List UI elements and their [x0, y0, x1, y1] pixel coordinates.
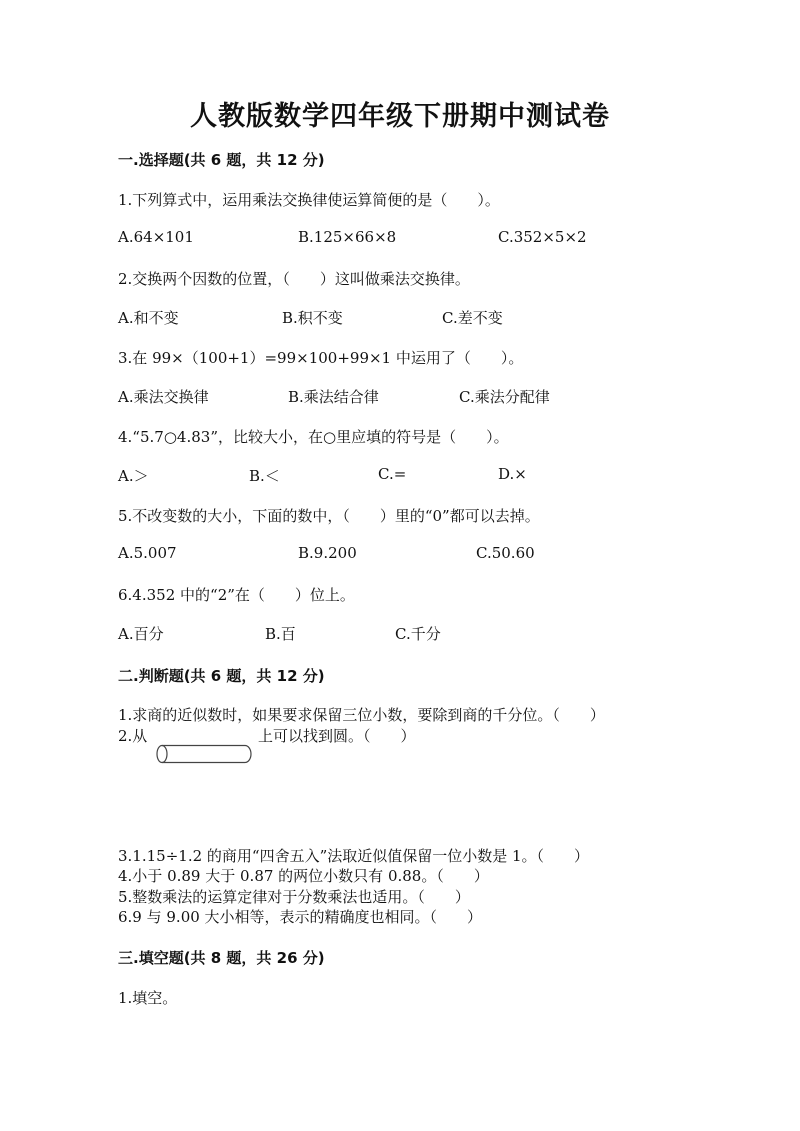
option-1-6-c: C.千分	[395, 625, 441, 643]
option-1-1-c: C.352×5×2	[498, 228, 587, 246]
question-2-1: 1.求商的近似数时，如果要求保留三位小数，要除到商的千分位。（ ）	[118, 706, 605, 724]
option-1-6-a: A.百分	[118, 625, 164, 643]
question-1-2: 2.交换两个因数的位置，（ ）这叫做乘法交换律。	[118, 270, 470, 288]
option-1-4-b: B.＜	[249, 467, 280, 485]
option-1-4-c: C.=	[378, 465, 407, 483]
question-1-1: 1.下列算式中，运用乘法交换律使运算简便的是（ ）。	[118, 191, 500, 209]
question-2-4: 4.小于 0.89 大于 0.87 的两位小数只有 0.88。（ ）	[118, 867, 489, 885]
question-2-6: 6.9 与 9.00 大小相等，表示的精确度也相同。（ ）	[118, 908, 483, 926]
question-1-4: 4.“5.7○4.83”，比较大小，在○里应填的符号是（ ）。	[118, 428, 509, 446]
question-2-5: 5.整数乘法的运算定律对于分数乘法也适用。（ ）	[118, 888, 470, 906]
question-2-3: 3.1.15÷1.2 的商用“四舍五入”法取近似值保留一位小数是 1。（ ）	[118, 847, 590, 865]
cylinder-figure	[155, 744, 253, 764]
option-1-2-b: B.积不变	[282, 309, 343, 327]
option-1-3-a: A.乘法交换律	[118, 388, 209, 406]
option-1-2-c: C.差不变	[442, 309, 503, 327]
option-1-5-a: A.5.007	[118, 544, 177, 562]
option-1-1-a: A.64×101	[118, 228, 194, 246]
page-title: 人教版数学四年级下册期中测试卷	[190, 101, 610, 132]
option-1-6-b: B.百	[265, 625, 296, 643]
section-heading-fill: 三.填空题(共 8 题，共 26 分)	[118, 949, 325, 967]
option-1-5-b: B.9.200	[298, 544, 357, 562]
question-2-2-prefix: 2.从	[118, 727, 148, 745]
option-1-5-c: C.50.60	[476, 544, 535, 562]
option-1-3-c: C.乘法分配律	[459, 388, 550, 406]
question-1-3: 3.在 99×（100+1）=99×100+99×1 中运用了（ ）。	[118, 349, 524, 367]
section-heading-judgment: 二.判断题(共 6 题，共 12 分)	[118, 667, 325, 685]
option-1-4-d: D.×	[498, 465, 527, 483]
option-1-2-a: A.和不变	[118, 309, 179, 327]
option-1-1-b: B.125×66×8	[298, 228, 397, 246]
question-1-5: 5.不改变数的大小，下面的数中，（ ）里的“0”都可以去掉。	[118, 507, 540, 525]
option-1-4-a: A.＞	[118, 467, 149, 485]
option-1-3-b: B.乘法结合律	[288, 388, 379, 406]
question-1-6: 6.4.352 中的“2”在（ ）位上。	[118, 586, 355, 604]
section-heading-choice: 一.选择题(共 6 题，共 12 分)	[118, 151, 325, 169]
question-2-2-suffix: 上可以找到圆。（ ）	[258, 727, 416, 745]
question-3-1: 1.填空。	[118, 989, 178, 1007]
